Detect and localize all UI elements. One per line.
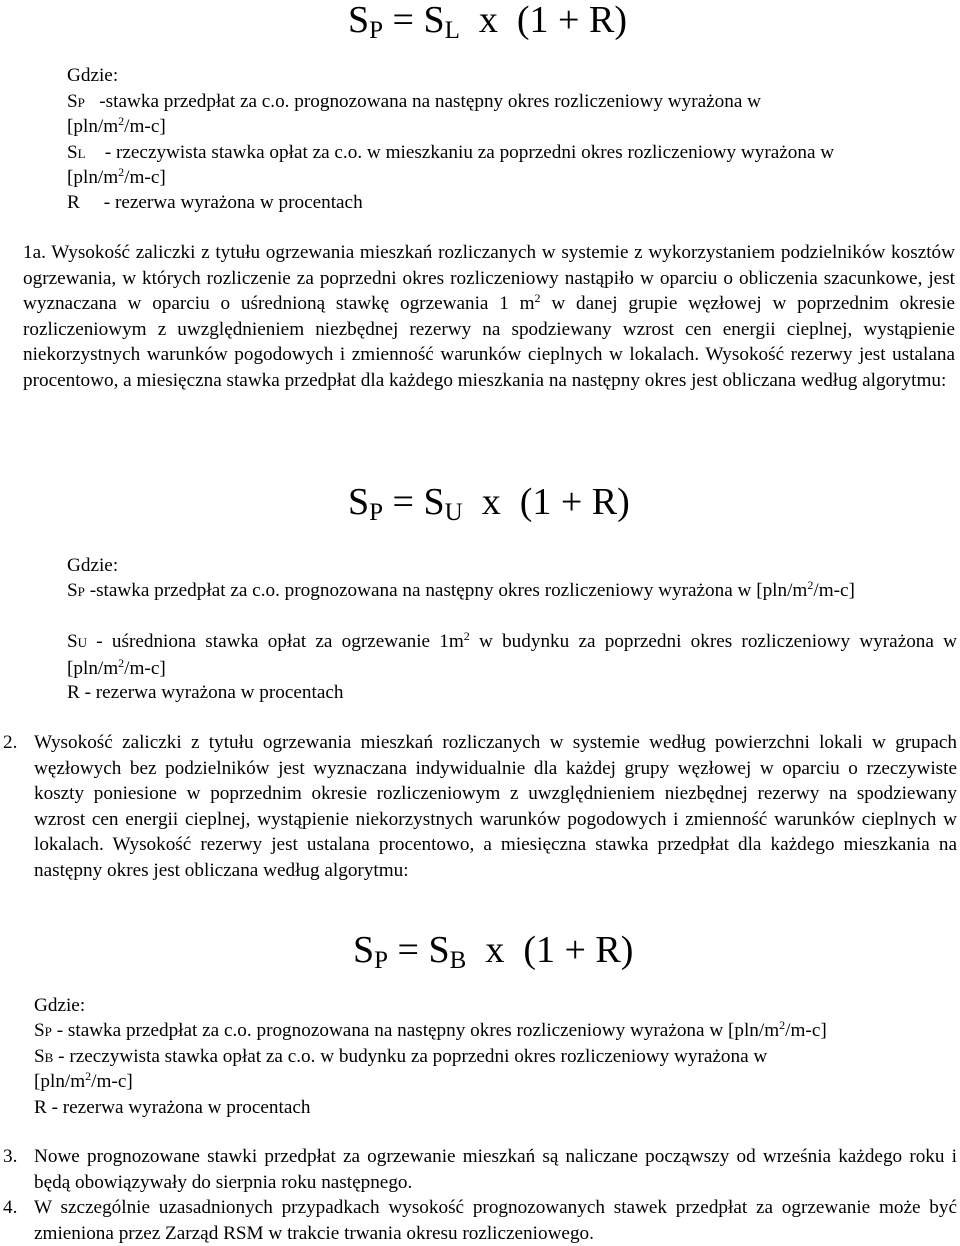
formula-1-eq: = [392,0,414,41]
paragraph-3 [0,1144,957,1195]
where-3-sb-line [34,1044,767,1071]
sp-desc: -stawka przedpłat za c.o. prognozowana na następny okres rozliczeniowy wyrażona w [99,91,761,112]
formula-1-sub: L [444,17,460,44]
formula-1-s: S [348,0,370,41]
sp-symbol: S [34,1020,45,1041]
unit-a: [pln/m [67,116,119,137]
paragraph-4-number: 4. [3,1197,18,1218]
where-2-sp [67,578,957,605]
formula-3-sub: B [449,947,467,974]
formula-2-sub-p: P [369,499,384,526]
sp-symbol: S [67,580,78,601]
sl-sub: L [77,146,86,161]
sb-sup: 2 [85,1069,92,1083]
where-3-sb-unit [34,1069,133,1095]
where-1-heading: Gdzie: [67,65,119,86]
su-end: /m-c] [124,657,166,679]
formula-1-s2: S [423,0,445,41]
formula-3-s: S [353,929,375,971]
formula-3-eq: = [397,929,419,971]
formula-3-s2: S [428,929,450,971]
paragraph-1a-t1: Wysokość zaliczki z tytułu ogrzewania mieszkań rozliczanych w systemie z wykorzystaniem podzielników kosztów ogrzewania, w których rozliczenie za poprzedni okres rozliczeniowy nastąpiło w oparciu o obliczenia szacunkowe, jest wyznaczana w oparciu o uśrednioną stawkę ogrzewania 1 m [23,242,955,315]
formula-2-s: S [348,481,370,523]
su-desc-a: - uśredniona stawka opłat za ogrzewanie 1m [87,631,464,652]
where-2-sp-text [67,578,957,605]
where-1-sp-unit [67,114,166,140]
paragraph-2-text: Wysokość zaliczki z tytułu ogrzewania mieszkań rozliczanych w systemie według powierzchni lokali w grupach węzłowych bez podzielników jest wyznaczana indywidualnie dla każdej grupy węzłowej w oparciu o rzeczywiste koszty poniesione w poprzednim okresie rozliczeniowym z uwzględnieniem niezbędnej rezerwy na spodziewany wzrost cen energii cieplnej, wystąpienie niekorzystnych warunków pogodowych i zmienność warunków cieplnych w lokalach. Wysokość rezerwy jest ustalana procentowo, a miesięczna stawka przedpłat dla każdego mieszkania na następny okres jest obliczana według algorytmu: [34,732,957,881]
where-1-r-line [67,190,363,216]
sp-sup: 2 [779,1018,786,1032]
formula-1 [348,0,627,47]
paragraph-1a-t2: w danej grupie węzłowej w poprzednim okresie rozliczeniowym z uwzględnieniem niezbędnej rezerwy na spodziewany wzrost cen energii cieplnej, wystąpienie niekorzystnych warunków pogodowych i zmienność warunków cieplnych w lokalach. Wysokość rezerwy jest ustalana procentowo, a miesięczna stawka przedpłat dla każdego mieszkania na następny okres jest obliczana według algorytmu: [23,293,956,391]
formula-2-rest: x (1 + R) [481,481,630,523]
formula-3-rest: x (1 + R) [485,929,634,971]
sb-unit-a: [pln/m [34,1071,86,1092]
su-symbol: S [67,631,78,652]
sb-end: /m-c] [91,1071,133,1092]
paragraph-1a [23,240,955,394]
sp-sup: 2 [807,578,814,592]
sb-desc: - rzeczywista stawka opłat za c.o. w budynku za poprzedni okres rozliczeniowy wyrażona w [53,1046,768,1067]
paragraph-4-text: W szczególnie uzasadnionych przypadkach wysokość prognozowanych stawek przedpłat za ogrzewanie może być zmieniona przez Zarząd RSM w trakcie trwania okresu rozliczeniowego. [34,1197,957,1244]
where-2-su [67,629,957,681]
where-3-r-line: R - rezerwa wyrażona w procentach [34,1097,311,1118]
paragraph-1a-text [23,240,955,394]
where-3-sp-line [34,1018,827,1045]
sp-end: /m-c] [813,580,855,601]
sp-sub: P [44,1024,52,1039]
paragraph-4 [0,1195,957,1246]
where-1-sp-line [67,89,761,116]
sb-sub: B [44,1050,54,1065]
formula-1-rest: x (1 + R) [478,0,627,41]
r-symbol: R [67,192,80,213]
formula-3 [353,928,633,977]
where-1-sl-line [67,140,834,167]
su-desc-b: w budynku za poprzedni okres rozliczeniowy wyrażona w [pln/m [67,631,957,679]
sp-symbol: S [67,91,78,112]
su-sup-b: 2 [118,655,125,670]
formula-2-s2: S [423,481,445,523]
sp-desc: - stawka przedpłat za c.o. prognozowana na następny okres rozliczeniowy wyrażona w [pln/m [51,1020,780,1041]
su-sub: U [77,635,88,650]
unit-sup: 2 [118,165,125,179]
where-1-sl-unit [67,165,166,191]
where-2-su-text [67,629,957,681]
sp-sub: P [77,584,85,599]
sp-desc: -stawka przedpłat za c.o. prognozowana na następny okres rozliczeniowy wyrażona w [pln/m [89,580,808,601]
formula-3-sub-p: P [374,947,389,974]
paragraph-3-text: Nowe prognozowane stawki przedpłat za ogrzewanie mieszkań są naliczane począwszy od września każdego roku i będą obowiązywały do sierpnia roku następnego. [34,1146,957,1193]
sl-symbol: S [67,142,78,163]
unit-b: /m-c] [124,167,166,188]
where-2-r-line: R - rezerwa wyrażona w procentach [67,682,344,703]
formula-1-sub-p: P [369,17,384,44]
sl-desc: - rzeczywista stawka opłat za c.o. w mieszkaniu za poprzedni okres rozliczeniowy wyrażona w [104,142,835,163]
where-3-heading: Gdzie: [34,995,86,1016]
paragraph-3-number: 3. [3,1146,18,1167]
paragraph-1a-number: 1a. [23,242,46,263]
formula-2-eq: = [392,481,414,523]
r-desc: - rezerwa wyrażona w procentach [103,192,363,213]
paragraph-1a-sup: 2 [534,291,541,306]
formula-2-sub: U [444,499,463,526]
paragraph-2 [0,730,957,884]
sp-end: /m-c] [785,1020,827,1041]
unit-a: [pln/m [67,167,119,188]
paragraph-2-number: 2. [3,732,18,753]
sp-sub: P [77,95,85,110]
formula-2 [348,480,630,529]
unit-sup: 2 [118,114,125,128]
where-2-heading: Gdzie: [67,555,119,576]
sb-symbol: S [34,1046,45,1067]
su-sup-a: 2 [463,629,470,643]
unit-b: /m-c] [124,116,166,137]
